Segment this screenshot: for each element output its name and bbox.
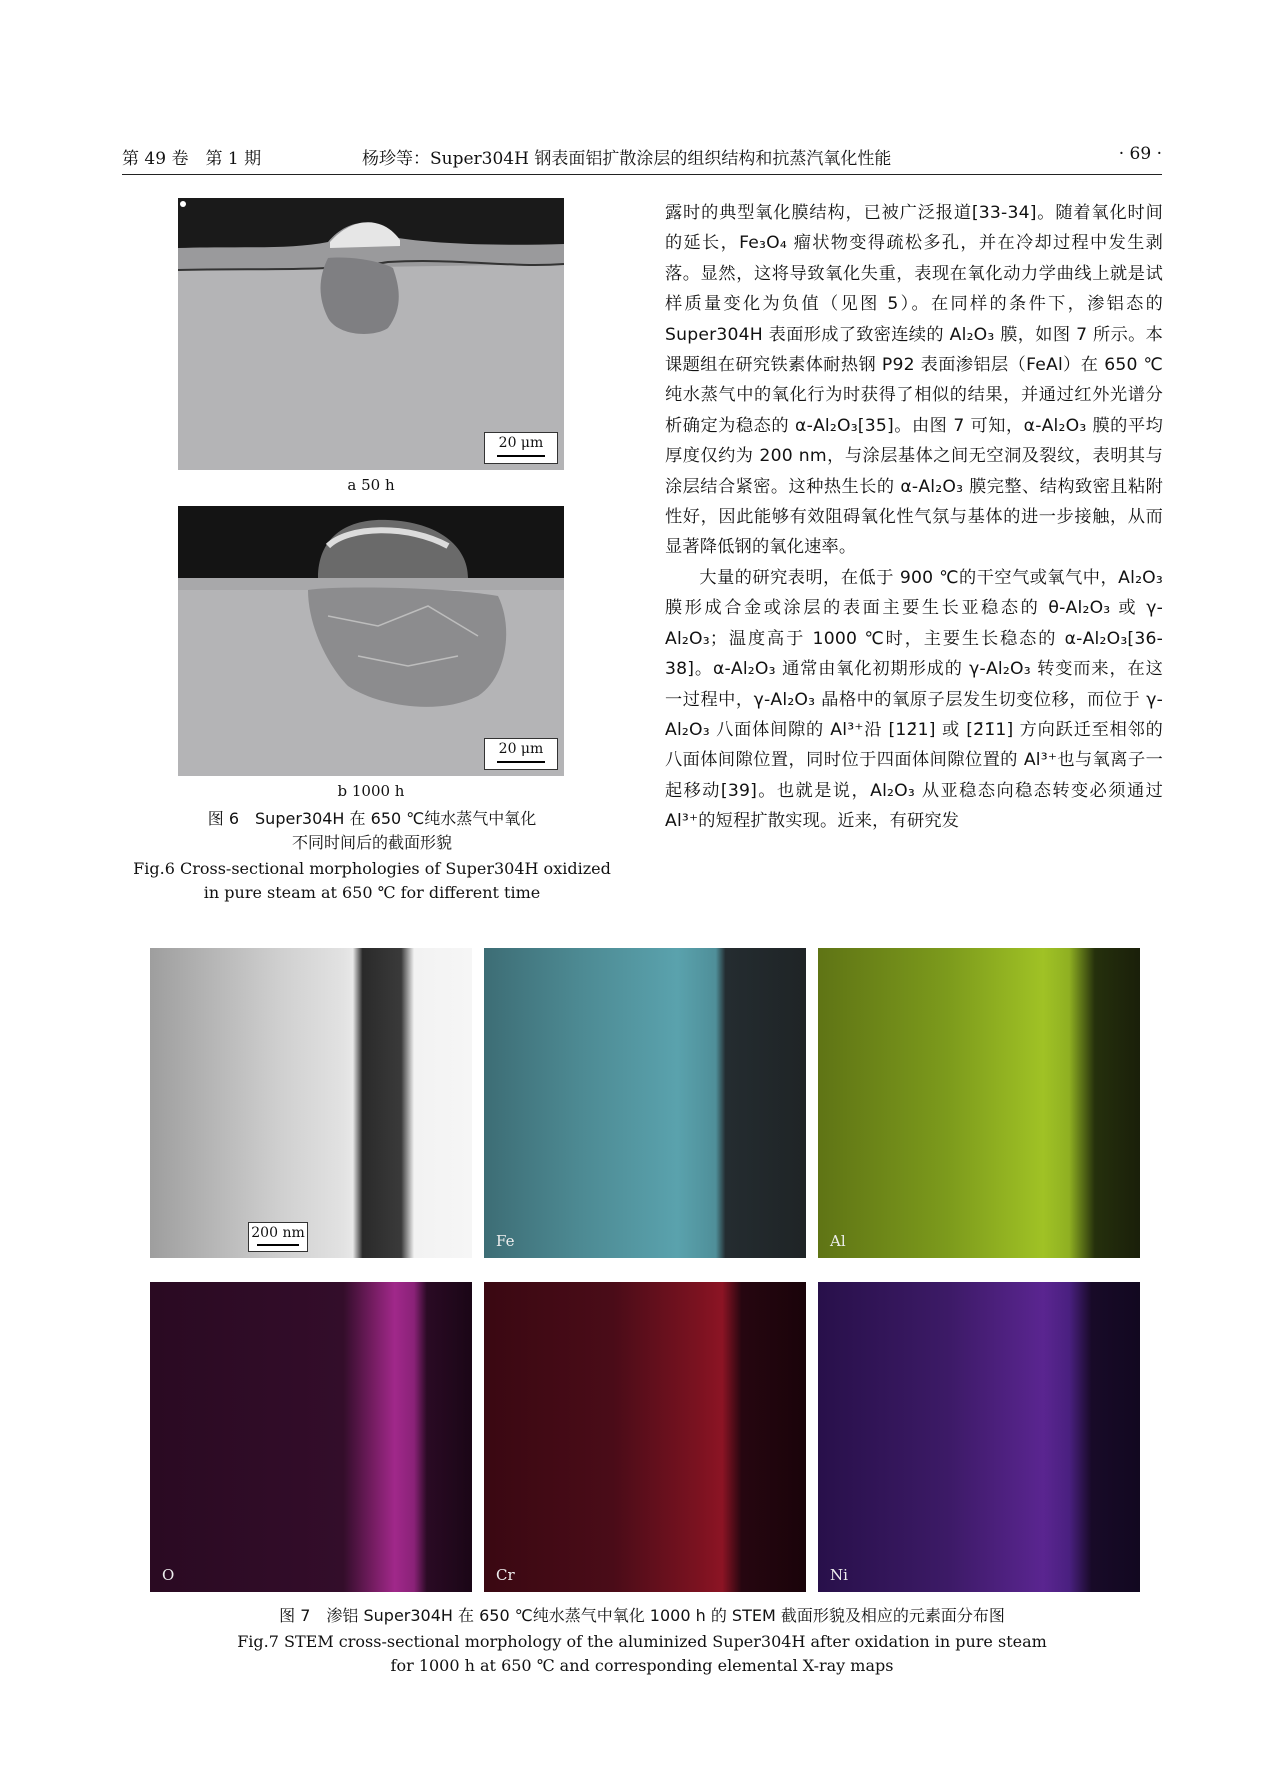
- fig7-stem-image: [150, 948, 472, 1258]
- fig6a-micrograph: [178, 198, 564, 470]
- fig7-al-map: [818, 948, 1140, 1258]
- fig6-panel-a-image: [178, 198, 564, 470]
- fig7-cr-label: Cr: [496, 1566, 515, 1584]
- fig7-fe-map: [484, 948, 806, 1258]
- fig6-caption-zh-line1: 图 6 Super304H 在 650 ℃纯水蒸气中氧化: [207, 809, 537, 828]
- fig7-ni-label: Ni: [830, 1566, 848, 1584]
- journal-volume: 第 49 卷 第 1 期: [122, 149, 262, 169]
- fig6-panel-b-image: [178, 506, 564, 776]
- fig6b-scale-bar: 20 μm: [484, 738, 558, 770]
- fig6-caption-en-line2: in pure steam at 650 ℃ for different time: [203, 883, 541, 902]
- fig7-o-map: [150, 1282, 472, 1592]
- running-header: [122, 140, 1162, 175]
- fig7-caption-zh: 图 7 渗铝 Super304H 在 650 ℃纯水蒸气中氧化 1000 h 的 STEM 截面形貌及相应的元素面分布图: [279, 1606, 1005, 1625]
- page-number: · 69 ·: [1118, 144, 1162, 164]
- fig6b-micrograph: [178, 506, 564, 776]
- fig6-panel-a-label: a 50 h: [347, 476, 395, 494]
- body-text-column: [665, 198, 1163, 837]
- fig7-ni-map: [818, 1282, 1140, 1592]
- fig7-caption-en-line2: for 1000 h at 650 ℃ and corresponding elemental X-ray maps: [390, 1656, 894, 1675]
- fig7-cr-map: [484, 1282, 806, 1592]
- fig7-caption-en-line1: Fig.7 STEM cross-sectional morphology of the aluminized Super304H after oxidation in pure steam: [237, 1632, 1047, 1651]
- fig7-fe-label: Fe: [496, 1232, 515, 1250]
- body-paragraph-2: 大量的研究表明，在低于 900 ℃的干空气或氧气中，Al₂O₃ 膜形成合金或涂层的表面主要生长亚稳态的 θ-Al₂O₃ 或 γ-Al₂O₃；温度高于 1000 ℃时，主要生长稳态的 α-Al₂O₃[36-38]。α-Al₂O₃ 通常由氧化初期形成的 γ-Al₂O₃ 转变而来，在这一过程中，γ-Al₂O₃ 晶格中的氧原子层发生切变位移，而位于 γ-Al₂O₃ 八面体间隙的 Al³⁺沿 [12̄1] 或 [2̄1̄1] 方向跃迁至相邻的八面体间隙位置，同时位于四面体间隙位置的 Al³⁺也与氧离子一起移动[39]。也就是说，Al₂O₃ 从亚稳态向稳态转变必须通过 Al³⁺的短程扩散实现。近来，有研究发: [665, 567, 1163, 832]
- fig7-al-label: Al: [830, 1232, 846, 1250]
- fig6-caption-zh-line2: 不同时间后的截面形貌: [291, 833, 452, 852]
- body-paragraph-1: 露时的典型氧化膜结构，已被广泛报道[33-34]。随着氧化时间的延长，Fe₃O₄ 瘤状物变得疏松多孔，并在冷却过程中发生剥落。显然，这将导致氧化失重，表现在氧化动力学曲线上就是试样质量变化为负值（见图 5）。在同样的条件下，渗铝态的 Super304H 表面形成了致密连续的 Al₂O₃ 膜，如图 7 所示。本课题组在研究铁素体耐热钢 P92 表面渗铝层（FeAl）在 650 ℃纯水蒸气中的氧化行为时获得了相似的结果，并通过红外光谱分析确定为稳态的 α-Al₂O₃[35]。由图 7 可知，α-Al₂O₃ 膜的平均厚度仅约为 200 nm，与涂层基体之间无空洞及裂纹，表明其与涂层结合紧密。这种热生长的 α-Al₂O₃ 膜完整、结构致密且粘附性好，因此能够有效阻碍氧化性气氛与基体的进一步接触，从而显著降低钢的氧化速率。: [665, 203, 1163, 558]
- fig7-scale-bar: 200 nm: [248, 1222, 308, 1252]
- article-running-title: 杨珍等：Super304H 钢表面铝扩散涂层的组织结构和抗蒸汽氧化性能: [362, 149, 892, 169]
- fig6a-scale-bar: 20 μm: [484, 432, 558, 464]
- fig6-caption-en-line1: Fig.6 Cross-sectional morphologies of Super304H oxidized: [133, 859, 611, 878]
- fig6-panel-b-label: b 1000 h: [337, 782, 405, 800]
- fig7-o-label: O: [162, 1566, 175, 1584]
